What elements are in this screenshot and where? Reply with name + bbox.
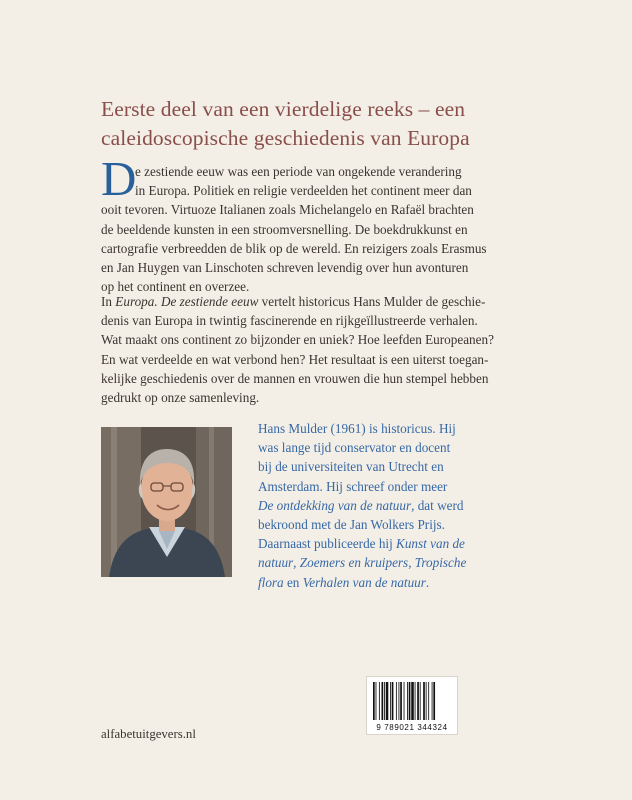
bio-line: bekroond met de Jan Wolkers Prijs. <box>258 517 445 533</box>
description-line: En wat verdeelde en wat verbond hen? Het resultaat is een uiterst toegan- <box>101 351 489 367</box>
text-segment: Daarnaast publiceerde hij <box>258 536 397 552</box>
text-segment: , <box>408 555 415 571</box>
bio-line <box>258 534 558 553</box>
book-title: Tropische <box>414 555 467 571</box>
book-title: flora <box>258 574 284 590</box>
intro-line: en Jan Huygen van Linschoten schreven levendig over hun avonturen <box>101 260 469 276</box>
text-segment: . <box>425 574 430 590</box>
text-segment: , dat werd <box>411 497 464 513</box>
description-line: Wat maakt ons continent zo bijzonder en uniek? Hoe leefden Europeanen? <box>101 332 494 348</box>
isbn-number: 9 789021 344324 <box>376 723 448 732</box>
bio-line <box>258 573 558 592</box>
text-segment: en <box>283 574 303 590</box>
intro-line: in Europa. Politiek en religie verdeelden het continent meer dan <box>135 183 472 199</box>
barcode-bars <box>367 677 457 723</box>
book-title: natuur <box>258 555 294 571</box>
book-title: Kunst van de <box>396 536 465 552</box>
book-title: Verhalen van de natuur <box>302 574 426 590</box>
text-segment: vertelt historicus Hans Mulder de geschie- <box>258 294 486 309</box>
headline-line-2: caleidoscopische geschiedenis van Europa <box>101 126 470 150</box>
bio-line: bij de universiteiten van Utrecht en <box>258 459 444 475</box>
description-line: denis van Europa in twintig fascinerende en rijkgeïllustreerde verhalen. <box>101 313 478 329</box>
author-bio <box>258 419 558 592</box>
book-title: Zoemers en kruipers <box>299 555 409 571</box>
description-line: kelijke geschiedenis over de mannen en vrouwen die hun stempel hebben <box>101 370 489 386</box>
bio-line <box>258 496 558 515</box>
publisher-url: alfabetuitgevers.nl <box>101 727 196 741</box>
description-line <box>101 292 541 311</box>
drop-cap: D <box>101 151 137 206</box>
book-title: De ontdekking van de natuur <box>258 497 412 513</box>
text-segment: , <box>293 555 300 571</box>
bio-line: Hans Mulder (1961) is historicus. Hij <box>258 421 456 436</box>
headline-line-1: Eerste deel van een vierdelige reeks – een <box>101 97 466 121</box>
bio-line: was lange tijd conservator en docent <box>258 440 451 456</box>
intro-line: cartografie verbreedden de blik op de wereld. En reizigers zoals Erasmus <box>101 240 487 256</box>
author-photo <box>101 427 232 577</box>
intro-line: e zestiende eeuw was een periode van ongekende verandering <box>135 164 462 179</box>
isbn-barcode <box>366 676 458 735</box>
text-segment: In <box>101 294 116 309</box>
book-title: Europa. De zestiende eeuw <box>115 294 259 309</box>
bio-line: Amsterdam. Hij schreef onder meer <box>258 478 448 494</box>
intro-line: op het continent en overzee. <box>101 279 250 295</box>
bio-line <box>258 553 558 572</box>
intro-line: de beeldende kunsten in een stroomversnelling. De boekdrukkunst en <box>101 221 468 237</box>
intro-paragraph <box>101 162 541 296</box>
headline <box>101 95 561 153</box>
description-line: gedrukt op onze samenleving. <box>101 390 260 406</box>
intro-line: ooit tevoren. Virtuoze Italianen zoals Michelangelo en Rafaël brachten <box>101 202 474 218</box>
description-paragraph <box>101 292 541 407</box>
